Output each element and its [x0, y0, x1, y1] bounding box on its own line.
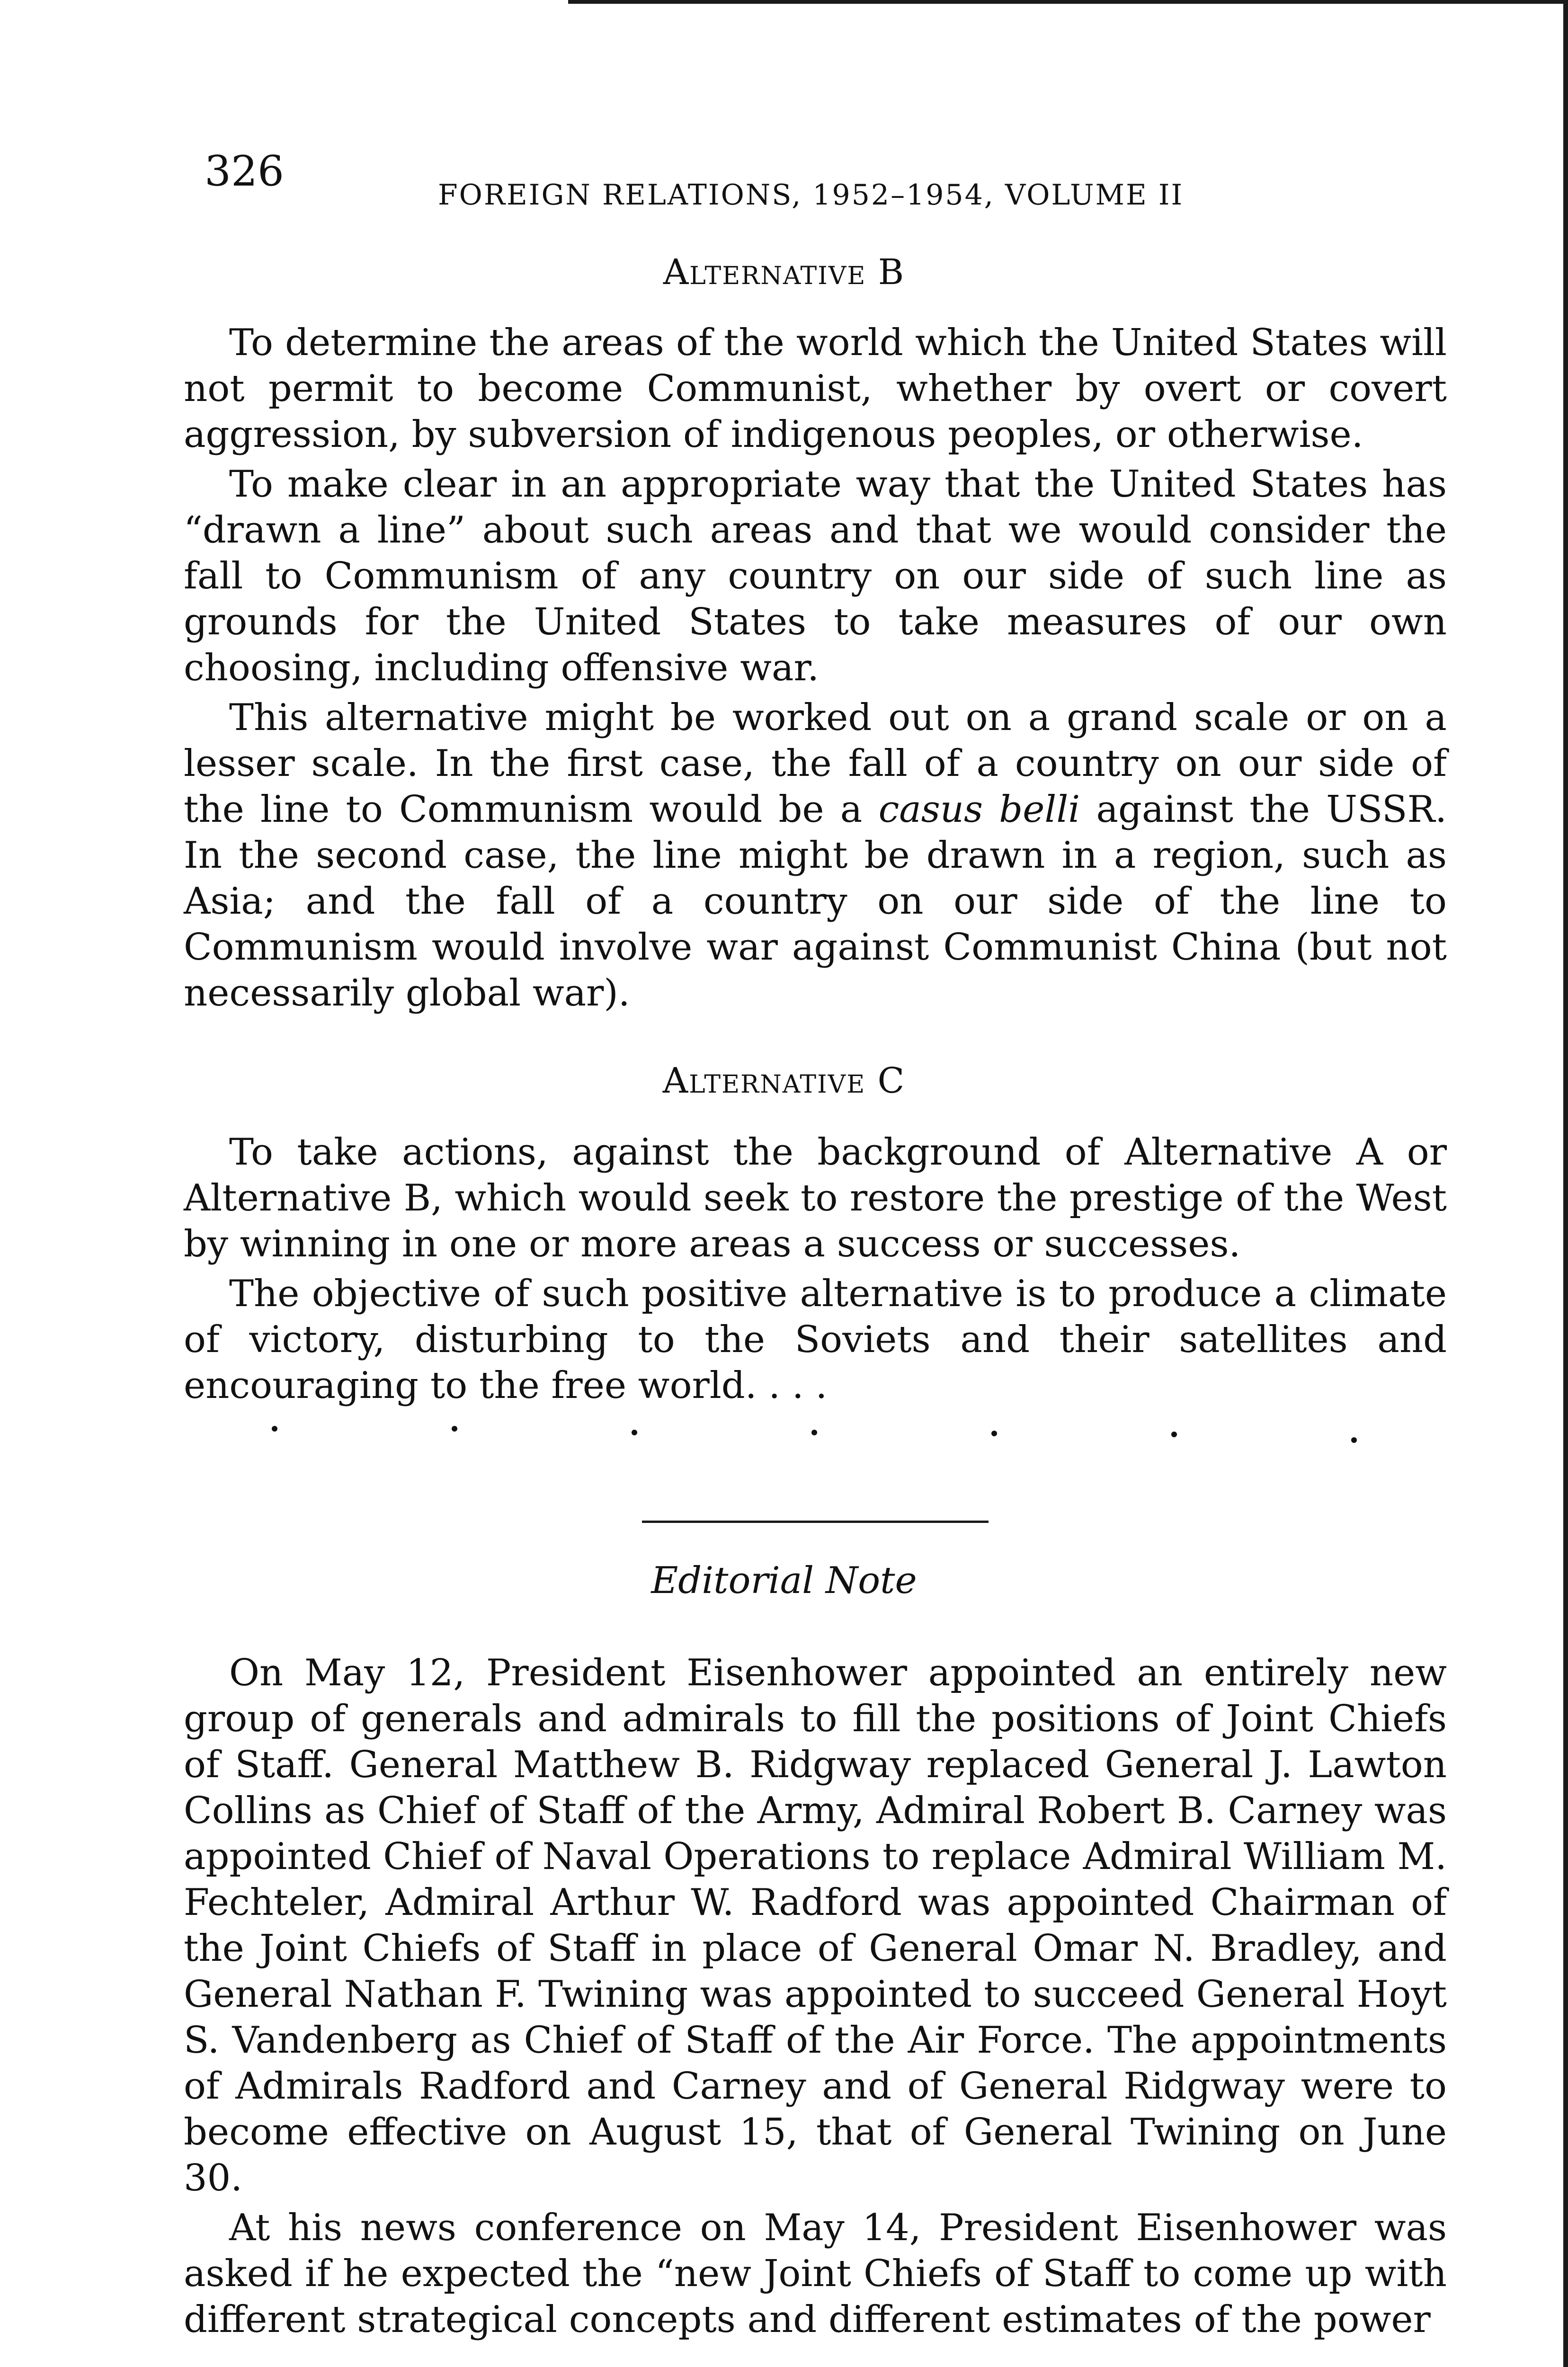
page-number: 326	[205, 147, 284, 196]
ellipsis-dot	[632, 1430, 637, 1435]
ellipsis-row	[0, 1420, 1568, 1449]
section-divider	[642, 1521, 989, 1523]
ellipsis-dot	[991, 1431, 997, 1436]
alternative-c-body	[184, 1130, 1447, 1409]
running-head: FOREIGN RELATIONS, 1952–1954, VOLUME II	[438, 178, 1184, 212]
casus-belli-italic: casus belli	[878, 788, 1080, 831]
ellipsis-dot	[1351, 1437, 1357, 1443]
ellipsis-dot	[811, 1430, 817, 1435]
alternative-c-paragraph-2: The objective of such positive alternative is to produce a climate of victory, disturbing to the Soviets and their satellites and encouraging to the free world. . . .	[184, 1272, 1447, 1407]
top-edge-rule	[568, 0, 1568, 4]
alternative-b-paragraph-3	[184, 695, 1447, 1016]
alternative-c-heading: Alternative C	[662, 1060, 906, 1101]
ellipsis-dot	[452, 1426, 457, 1432]
editorial-note-body	[184, 1650, 1447, 2343]
paragraph-3-text-before: This alternative might be worked out on a grand scale or on a lesser scale. In the first case, the fall of a country on our side of the line to Communism would be a	[184, 696, 1447, 831]
alternative-b-body	[184, 320, 1447, 1016]
editorial-note-title: Editorial Note	[651, 1559, 917, 1602]
ellipsis-dot	[1171, 1432, 1177, 1437]
alternative-b-paragraph-2: To make clear in an appropriate way that the United States has “drawn a line” about such areas and that we would consider the fall to Communism of any country on our side of such line as grounds for the United States to take measures of our own choosing, including offensive war.	[184, 463, 1447, 689]
alternative-b-heading: Alternative B	[663, 252, 905, 293]
paragraph-3-text-after: against the USSR. In the second case, the line might be drawn in a region, such as Asia; and the fall of a country on our side of the line to Communism would involve war against Communist China (but not necessarily global war).	[184, 788, 1447, 1014]
right-edge-shadow	[1563, 0, 1568, 2367]
ellipsis-dot	[272, 1426, 277, 1432]
editorial-note-paragraph-2: At his news conference on May 14, President Eisenhower was asked if he expected the “new Joint Chiefs of Staff to come up with different strategical concepts and different estimates of the power	[184, 2207, 1447, 2341]
alternative-b-paragraph-1: To determine the areas of the world which the United States will not permit to become Communist, whether by overt or covert aggression, by subversion of indigenous peoples, or otherwise.	[184, 321, 1447, 456]
editorial-note-paragraph-1: On May 12, President Eisenhower appointed an entirely new group of generals and admirals to fill the positions of Joint Chiefs of Staff. General Matthew B. Ridgway replaced General J. Lawton Collins as Chief of Staff of the Army, Admiral Robert B. Carney was appointed Chief of Naval Operations to replace Admiral William M. Fechteler, Admiral Arthur W. Radford was appointed Chairman of the Joint Chiefs of Staff in place of General Omar N. Bradley, and General Nathan F. Twining was appointed to succeed General Hoyt S. Vandenberg as Chief of Staff of the Air Force. The appointments of Admirals Radford and Carney and of General Ridgway were to become effective on August 15, that of General Twining on June 30.	[184, 1652, 1447, 2199]
alternative-c-paragraph-1: To take actions, against the background of Alternative A or Alternative B, which would seek to restore the prestige of the West by winning in one or more areas a success or successes.	[184, 1131, 1447, 1265]
